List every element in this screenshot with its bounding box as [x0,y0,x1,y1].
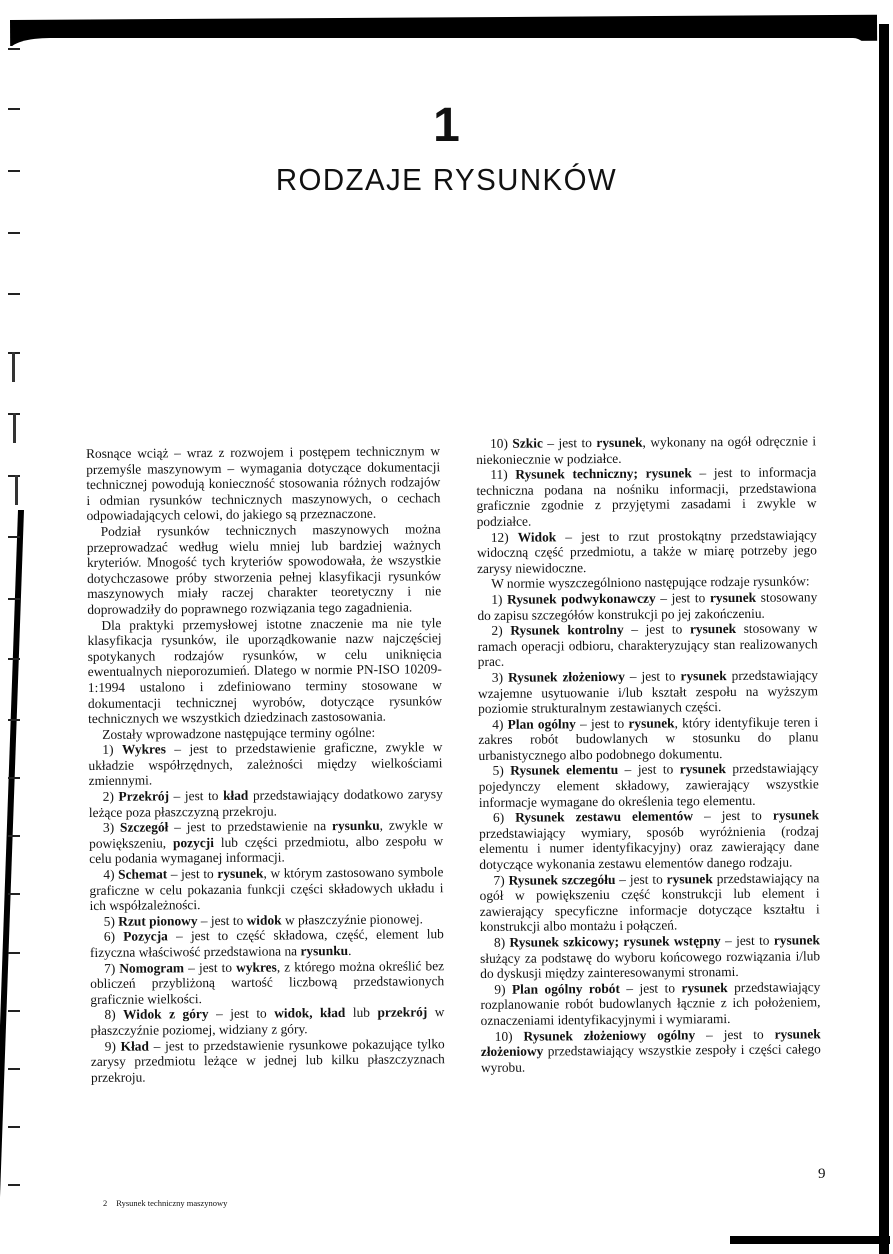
term-number: 3) [491,669,504,685]
term-text: – jest to [575,715,629,731]
drawing-type [478,667,818,716]
drawing-type [481,1026,821,1075]
term-number: 10) [489,435,508,451]
term-text: , zwykle w powiększeniu, [89,817,444,851]
term-text: przedstawiający dodatkowo zarysy leżące poza płaszczyzną przekroju. [88,786,443,820]
term-number: 5) [103,913,115,929]
term-reference: kład [222,787,249,803]
term-number: 8) [104,1007,116,1023]
term-text: – jest to [623,621,690,637]
term-name: Plan ogólny [507,715,576,732]
margin-tick [8,48,20,50]
term-reference: rysunek [709,589,757,606]
term-name: Rysunek szkicowy; rysunek wstępny [509,933,721,950]
term-definition [89,786,443,820]
printer-signature [103,1198,227,1208]
term-reference: widok, kład [274,1005,346,1021]
term-definition [90,958,444,1008]
paragraph: Dla praktyki przemysłowej istotne znaczenie ma nie tyle klasyfikacja rysunków, ile uporządkowanie nazw najczęściej spotykanych rodzajów rysunków, w celu uniknięcia ewentualnych nieporozumień. Dlatego w normie PN-ISO 10209-1:1994 ustalono i zdefiniowano terminy stosowane w dokumentacji technicznej wyrobów, dotyczące rysunków technicznych we wszystkich dziedzinach zastosowania. [87,614,443,727]
drawing-type [479,870,819,935]
term-name: Nomogram [119,959,185,976]
term-name: Rysunek techniczny; rysunek [515,465,692,482]
margin-tick [8,536,20,538]
term-name: Rysunek podwykonawczy [507,590,656,607]
term-text: – jest to [168,787,224,804]
term-reference: rysunek [666,870,713,887]
term-text: . [348,942,352,958]
term-definition [90,927,444,961]
term-number: 4) [103,866,115,882]
term-text: – jest to [695,1026,775,1042]
term-reference: pozycji [172,834,214,851]
term-name: Pozycja [123,928,168,945]
left-column [86,443,445,1085]
term-number: 5) [492,763,504,779]
term-reference: rysunek [689,621,737,637]
term-reference: rysunek [680,667,727,684]
paragraph: W normie wyszczególniono następujące rodzaje rysunków: [491,573,810,592]
term-reference: rysunku [331,817,380,834]
term-name: Widok [517,528,557,545]
margin-tick [8,952,20,954]
paragraph: Podział rysunków technicznych maszynowych można przeprowadzać według wielu mniej lub bardziej ważnych kryteriów. Mnogość tych kryteriów spowodowała, że wszystkie dotychczasowe próby stworzenia pełnej klasyfikacji rysunków maszynowych miały raczej charakter teoretyczny i nie doprowadziły do poprawnego rozwiązania tego zagadnienia. [86,521,442,617]
margin-tick [8,658,20,660]
chapter-number: 1 [433,99,460,152]
term-text: – jest to [615,871,667,887]
term-text: – jest to [692,807,773,824]
term-reference: rysunku [300,942,349,959]
term-number: 9) [104,1038,116,1054]
margin-mark [12,352,15,382]
term-name: Szkic [512,435,543,451]
term-text: – jest to rzut prostokątny przedstawiający widoczną część przedmiotu, a także w miarę potrzeby jego zarysy niewidoczne. [476,526,817,576]
margin-tick [8,1126,20,1128]
term-reference: rysunek [217,865,264,882]
term-text: – jest to [619,980,682,996]
margin-tick [8,475,20,477]
margin-tick [8,719,20,721]
paragraph: Rosnące wciąż – wraz z rozwojem i postępem technicznym w przemyśle maszynowym – wymagania dotyczące dokumentacji technicznej powodują konieczność stosowania różnych rodzajów i odmian rysunków technicznych maszynowych, o cechach odpowiadających celowi, do jakiego są przeznaczone. [86,443,441,524]
term-name: Schemat [118,866,168,882]
term-reference: rysunek [628,715,675,731]
term-number: 7) [104,960,116,976]
term-text: stosowany do zapisu szczegółów konstrukcji po jej zakończeniu. [477,589,818,623]
term-text: – jest to część składowa, część, element lub fizyczna właściwość przedstawiona na [89,926,444,960]
term-reference: wykres [236,959,277,975]
term-name: Rysunek złożeniowy [507,668,625,685]
term-number: 6) [492,810,505,826]
term-text: stosowany w ramach operacji odbioru, charakteryzujący stan realizowanych prac. [477,620,818,670]
margin-tick [8,835,20,837]
term-text: przedstawiający rozplanowanie robót budowlanych łącznie z ich położeniem, oznaczeniami identyfikacyjnymi i wymiarami. [480,979,821,1028]
term-text: , w którym zastosowano symbole graficzne w celu pokazania funkcji części składowych układu i ich współzależności. [89,864,444,914]
drawing-type [477,620,817,669]
scan-right-border [879,24,889,1254]
term-number: 8) [493,934,506,950]
term-text: – jest to [208,1005,275,1022]
term-text: – jest to przedstawienie na [168,818,333,835]
term-number: 3) [102,820,115,836]
term-number: 1) [102,742,114,758]
term-text: , z którego można określić bez obliczeń przybliżoną wartość liczbową przedstawionych graficznie wielkości. [90,957,445,1007]
chapter-title: RODZAJE RYSUNKÓW [275,162,618,197]
term-definition [476,465,816,530]
paragraph: Zostały wprowadzone następujące terminy ogólne: [102,724,376,742]
drawing-type [480,979,820,1028]
term-number: 2) [491,622,503,639]
margin-tick [8,1010,20,1012]
term-text: , wykonany na ogół odręcznie i niekoniecznie w podziałce. [476,433,817,467]
margin-tick [8,1184,20,1186]
signature-number: 2 [103,1198,108,1208]
term-reference: rysunek [679,761,726,777]
page-number: 9 [818,1166,826,1182]
margin-tick [8,170,20,172]
term-text: – jest to przedstawienie graficzne, zwykle w układzie współrzędnych, zależności między wielkościami zmiennymi. [88,739,443,789]
term-text: w płaszczyźnie pionowej. [281,911,423,928]
term-text: – jest to [655,590,711,606]
term-definition [477,527,817,576]
page-top-edge [10,38,867,56]
term-text: – jest to [624,668,681,684]
margin-tick [8,1068,20,1070]
term-number: 10) [494,1028,513,1044]
term-text: przedstawiający na ogół w powiększeniu część konstrukcji lub element i zawierający specyficzne informacje dotyczące kształtu i konstrukcji albo montażu i połączeń. [479,869,820,935]
term-name: Rysunek zestawu elementów [515,808,694,825]
term-text: – jest to [618,761,680,778]
margin-tick [8,293,20,295]
term-name: Widok z góry [123,1006,209,1023]
term-definition [91,1036,445,1086]
term-text: – jest to [720,932,774,949]
term-text: lub [345,1005,378,1021]
margin-tick [8,893,20,895]
term-reference: rysunek [772,807,820,823]
drawing-type [477,589,817,623]
term-text: przedstawiający wymiary, sposób wyróżnienia (rodzaj elementu i numer identyfikacyjny) oraz zawierający dane dotyczące wykonania zestawu elementów danego rodzaju. [479,823,820,873]
term-number: 4) [492,716,504,732]
term-text: – jest to [184,959,237,975]
term-name: Rysunek złożeniowy ogólny [523,1026,696,1044]
drawing-type [480,932,820,981]
term-name: Rysunek kontrolny [510,621,624,638]
drawing-type [479,808,819,873]
term-text: – jest to [167,866,218,882]
term-number: 12) [490,529,509,545]
term-name: Plan ogólny robót [511,980,620,997]
margin-tick [8,777,20,779]
drawing-type [479,761,819,810]
term-reference: rysunek [773,932,821,948]
term-name: Szczegół [119,819,169,835]
term-number: 6) [103,929,116,945]
term-text: – jest to [542,435,597,451]
term-name: Rzut pionowy [118,912,198,929]
term-text: przedstawiający wzajemne usytuowanie i/lub kształt zespołu na wyższym poziomie strukturalnym zestawianych części. [477,667,819,717]
term-text: – jest to [197,912,247,928]
term-name: Przekrój [118,788,170,804]
term-reference: widok [246,912,282,928]
term-definition [476,433,816,467]
term-name: Wykres [121,741,166,758]
term-reference: rysunek złożeniowy [480,1025,821,1060]
term-name: Rysunek elementu [510,762,619,779]
term-number: 7) [493,872,505,888]
term-text: przedstawiający pojedynczy element składowy, zawierający wszystkie informacje wymagane do określenia tego elementu. [478,760,819,810]
term-definition [88,739,442,789]
term-text: lub części przedmiotu, albo zespołu w celu podania wymaganej informacji. [89,833,444,867]
term-text: – jest to przedstawienie rysunkowe pokazujące tylko zarysy przedmiotu leżące w jednej lub kilku płaszczyznach przekroju. [90,1035,445,1085]
margin-mark [13,413,16,443]
term-text: – jest to informacja techniczna podana na nośniku informacji, przedstawiona graficznie zgodnie z przyjętymi zasadami i zwykle w podziałce. [476,464,817,529]
scan-left-shadow [0,510,24,1254]
signature-text: Rysunek techniczny maszynowy [116,1198,228,1208]
term-text: , który identyfikuje teren i zakres robót budowlanych w stosunku do planu urbanistycznego albo podobnego dokumentu. [478,714,819,763]
term-number: 11) [490,466,508,483]
term-reference: rysunek [681,979,728,996]
term-number: 1) [491,591,503,607]
term-name: Kład [120,1038,149,1054]
term-text: służący za podstawę do wyboru końcowego rozwiązania i/lub do dyskusji między zainteresowanymi stronami. [480,947,821,982]
margin-tick [8,598,20,600]
term-definition [89,817,443,867]
term-definition [90,1005,444,1039]
term-number: 9) [494,981,506,997]
right-column [476,433,821,1075]
term-number: 2) [102,788,114,804]
margin-mark [15,475,18,505]
term-text: przedstawiający wszystkie zespoły i części całego wyrobu. [480,1041,821,1075]
term-reference: rysunek [596,434,643,451]
margin-tick [8,232,20,234]
term-definition [89,864,443,914]
drawing-type [478,714,818,763]
scan-bottom-border [730,1236,890,1244]
term-text: w płaszczyźnie poziomej, widziany z góry. [90,1004,445,1038]
term-reference: przekrój [377,1004,428,1021]
term-name: Rysunek szczegółu [508,871,616,888]
